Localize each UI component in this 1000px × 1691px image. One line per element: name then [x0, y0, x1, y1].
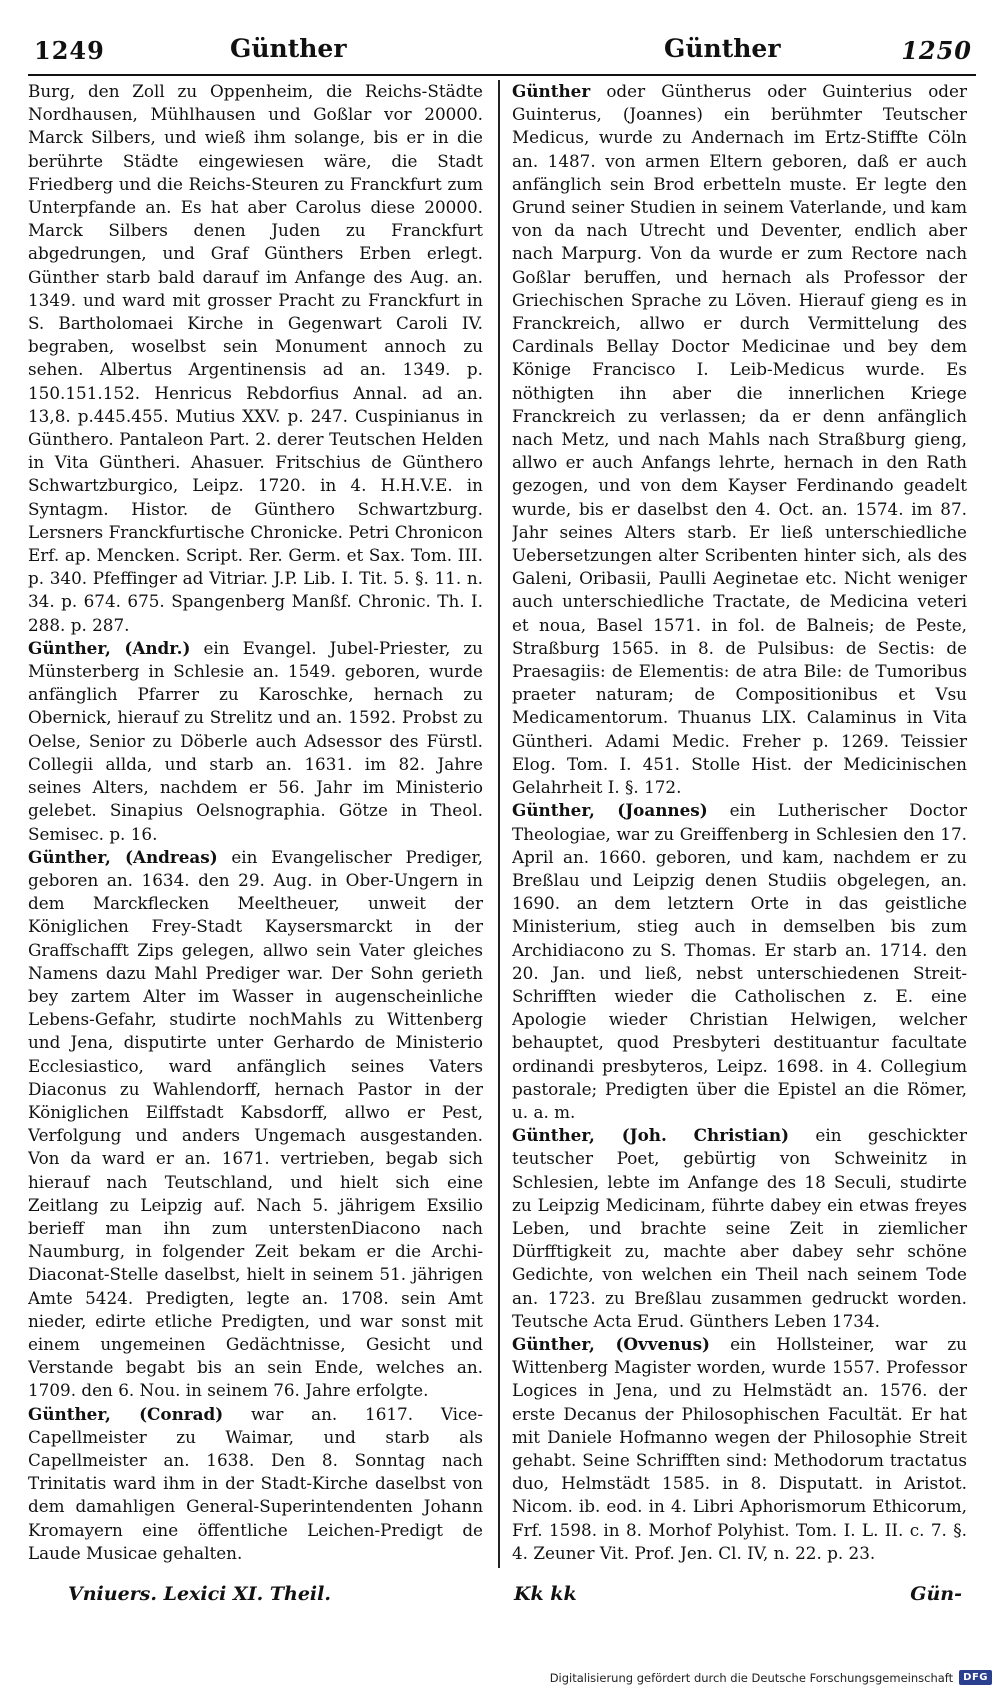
entry-paragraph [512, 799, 967, 1124]
entry-headword: Günther, (Andr.) [28, 637, 191, 658]
entry-paragraph [512, 1333, 967, 1565]
entry-text: ein Lutherischer Doctor Theologiae, war zu Greiffenberg in Schlesien den 17. April an. 1660. geboren, und kam, nachdem er zu Breßlau und Leipzig denen Studiis obgelegen, an. 1690. an dem letztern Orte in das geistliche Ministerium, stieg auch in demselben bis zum Archidiacono zu S. Thomas. Er starb an. 1714. den 20. Jan. und ließ, nebst unterschiedenen Streit-Schrifften wieder die Catholischen z. E. eine Apologie wieder Christian Helwigen, welcher behauptet, quod Presbyteri destituantur facultate ordinandi presbyteros, Leipz. 1698. in 4. Collegium pastorale; Predigten über die Epistel an die Römer, u. a. m. [512, 800, 967, 1122]
entry-text: ein Evangelischer Prediger, geboren an. 1634. den 29. Aug. in Ober-Ungern in dem Marckflecken Meeltheuer, unweit der Königlichen Frey-Stadt Kaysersmarckt in der Graffschafft Zips gelegen, allwo sein Vater gleiches Namens dazu Mahl Prediger war. Der Sohn gerieth bey zartem Alter im Wasser in augenscheinliche Lebens-Gefahr, studirte nochMahls zu Wittenberg und Jena, disputirte unter Gerhardo de Ministerio Ecclesiastico, ward anfänglich seines Vaters Diaconus zu Wahlendorff, hernach Pastor in der Königlichen Eilffstadt Kabsdorff, allwo er Pest, Verfolgung und anders Ungemach ausgestanden. Von da ward er an. 1671. vertrieben, begab sich hierauf nach Teutschland, und hielt sich eine Zeitlang zu Leipzig auf. Nach 5. jährigem Exsilio berieff man ihn zum unterstenDiacono nach Naumburg, in folgender Zeit bekam er die Archi-Diaconat-Stelle daselbst, hielt in seinem 51. jährigen Amte 5424. Predigten, legte an. 1708. sein Amt nieder, edirte etliche Predigten, und war sonst mit einem ungemeinen Gedächtnisse, Gesicht und Verstande begabt bis an sein Ende, welches an. 1709. den 6. Nou. in seinem 76. Jahre erfolgte. [28, 846, 483, 1401]
entry-text: ein Hollsteiner, war zu Wittenberg Magister worden, wurde 1557. Professor Logices in Jena, und zu Helmstädt an. 1576. der erste Decanus der Philosophischen Facultät. Er hat mit Daniele Hofmanno wegen der Philosophie Streit gehabt. Seine Schrifften sind: Methodorum tractatus duo, Helmstädt 1585. in 8. Disputatt. in Aristot. Nicom. ib. eod. in 4. Libri Aphorismorum Ethicorum, Frf. 1598. in 8. Morhof Polyhist. Tom. I. L. II. c. 7. §. 4. Zeuner Vit. Prof. Jen. Cl. IV, n. 22. p. 23. [512, 1333, 967, 1563]
entry-headword: Günther, (Joannes) [512, 800, 708, 821]
entry-headword: Günther, (Joh. Christian) [512, 1125, 790, 1146]
entry-paragraph [512, 1124, 967, 1333]
entry-paragraph [28, 80, 483, 637]
digitization-credit [550, 1670, 992, 1685]
entry-headword: Günther, (Andreas) [28, 846, 218, 867]
catchword: Gün- [910, 1583, 962, 1605]
volume-signature: Vniuers. Lexici XI. Theil. [68, 1583, 331, 1605]
left-running-headword: Günther [230, 34, 347, 63]
entry-text: oder Güntherus oder Guinterius oder Guinterus, (Joannes) ein berühmter Teutscher Medicus, wurde zu Andernach im Ertz-Stiffte Cöln an. 1487. von armen Eltern geboren, daß er auch anfänglich sein Brod erbetteln muste. Er legte den Grund seiner Studien in seinem Vaterlande, und kam von da nach Utrecht und Deventer, endlich aber nach Marpurg. Von da wurde er zum Rectore nach Goßlar beruffen, und hernach als Professor der Griechischen Sprache zu Löven. Hierauf gieng es in Franckreich, allwo er durch Vermittelung des Cardinals Bellay Doctor Medicinae und bey dem Könige Francisco I. Leib-Medicus wurde. Es nöthigten ihn aber die innerlichen Kriege Franckreich zu verlassen; da er denn anfänglich nach Metz, und nach Mahls nach Straßburg gieng, allwo er auch Anfangs lehrte, hernach in den Rath gezogen, und von dem Kayser Ferdinando geadelt wurde, bis er daselbst den 4. Oct. an. 1574. im 87. Jahr seines Alters starb. Er ließ unterschiedliche Uebersetzungen alter Scribenten hinter sich, als des Galeni, Oribasii, Paulli Aeginetae etc. Nicht weniger auch unterschiedliche Tractate, de Medicina veteri et noua, Basel 1571. in fol. de Balneis; de Peste, Straßburg 1565. in 8. de Pulsibus: de Sectis: de Praesagiis: de Elementis: de atra Bile: de Tumoribus praeter naturam; de Compositionibus et Vsu Medicamentorum. Thuanus LIX. Calaminus in Vita Güntheri. Adami Medic. Freher p. 1269. Teissier Elog. Tom. I. 451. Stolle Hist. der Medicinischen Gelahrheit I. §. 172. [512, 81, 967, 798]
entry-headword: Günther [512, 81, 591, 101]
page-footer [28, 1575, 976, 1615]
entry-paragraph [28, 637, 483, 846]
entry-headword: Günther, (Ovvenus) [512, 1333, 710, 1354]
entry-text: Burg, den Zoll zu Oppenheim, die Reichs-Städte Nordhausen, Mühlhausen und Goßlar vor 20000. Marck Silbers, und wieß ihm solange, bis er in die berührte Städte eingewiesen wäre, die Stadt Friedberg und die Reichs-Steuren zu Franckfurt zum Unterpfande an. Es hat aber Carolus diese 20000. Marck Silbers denen Juden zu Franckfurt abgedrungen, und Graf Günthers Erben erlegt. Günther starb bald darauf im Anfange des Aug. an. 1349. und ward mit grosser Pracht zu Franckfurt in S. Bartholomaei Kirche in Gegenwart Caroli IV. begraben, woselbst sein Monument annoch zu sehen. Albertus Argentinensis ad an. 1349. p. 150.151.152. Henricus Rebdorfius Annal. ad an. 13,8. p.445.455. Mutius XXV. p. 247. Cuspinianus in Günthero. Pantaleon Part. 2. derer Teutschen Helden in Vita Güntheri. Ahasuer. Fritschius de Günthero Schwartzburgico, Leipz. 1720. in 4. H.H.V.E. in Syntagm. Histor. de Günthero Schwartzburg. Lersners Franckfurtische Chronicke. Petri Chronicon Erf. ap. Mencken. Script. Rer. Germ. et Sax. Tom. III. p. 340. Pfeffinger ad Vitriar. J.P. Lib. I. Tit. 5. §. 11. n. 34. p. 674. 675. Spangenberg Manßf. Chronic. Th. I. 288. p. 287. [28, 81, 483, 635]
entry-paragraph [28, 1403, 483, 1565]
column-divider [498, 80, 500, 1568]
running-header [28, 30, 976, 80]
right-page-number: 1250 [901, 36, 972, 65]
right-running-headword: Günther [664, 34, 781, 63]
credit-text: Digitalisierung gefördert durch die Deutsche Forschungsgemeinschaft [549, 1670, 954, 1685]
entry-paragraph [28, 846, 483, 1403]
right-column [512, 80, 967, 1570]
dfg-logo-icon: DFG [959, 1670, 992, 1685]
gathering-signature: Kk kk [514, 1583, 577, 1605]
entry-text: war an. 1617. Vice-Capellmeister zu Waimar, und starb als Capellmeister an. 1638. Den 8. Sonntag nach Trinitatis ward ihm in der Stadt-Kirche daselbst von dem damahligen General-Superintendenten Johann Kromayern eine öffentliche Leichen-Predigt de Laude Musicae gehalten. [28, 1403, 483, 1563]
left-page-number: 1249 [34, 36, 105, 65]
entry-paragraph [512, 80, 967, 799]
entry-headword: Günther, (Conrad) [28, 1403, 224, 1424]
entry-text: ein geschickter teutscher Poet, gebürtig von Schweinitz in Schlesien, lebte im Anfange des 18 Seculi, studirte zu Leipzig Medicinam, führte dabey ein etwas freyes Leben, und brachte seine Zeit in ziemlicher Dürfftigkeit zu, machte aber dabey sehr schöne Gedichte, von welchen ein Theil nach seinem Tode an. 1723. zu Breßlau zusammen gedruckt worden. Teutsche Acta Erud. Günthers Leben 1734. [512, 1125, 967, 1331]
left-column [28, 80, 483, 1570]
book-page [28, 30, 976, 1645]
entry-text: ein Evangel. Jubel-Priester, zu Münsterberg in Schlesie an. 1549. geboren, wurde anfänglich Pfarrer zu Karoschke, hernach zu Obernick, hierauf zu Strelitz und an. 1592. Probst zu Oelse, Senior zu Döberle auch Adsessor des Fürstl. Collegii allda, und starb an. 1631. im 82. Jahre seines Alters, nachdem er 56. Jahr im Ministerio gelebet. Sinapius Oelsnographia. Götze in Theol. Semisec. p. 16. [28, 637, 483, 844]
header-rule [28, 74, 976, 76]
